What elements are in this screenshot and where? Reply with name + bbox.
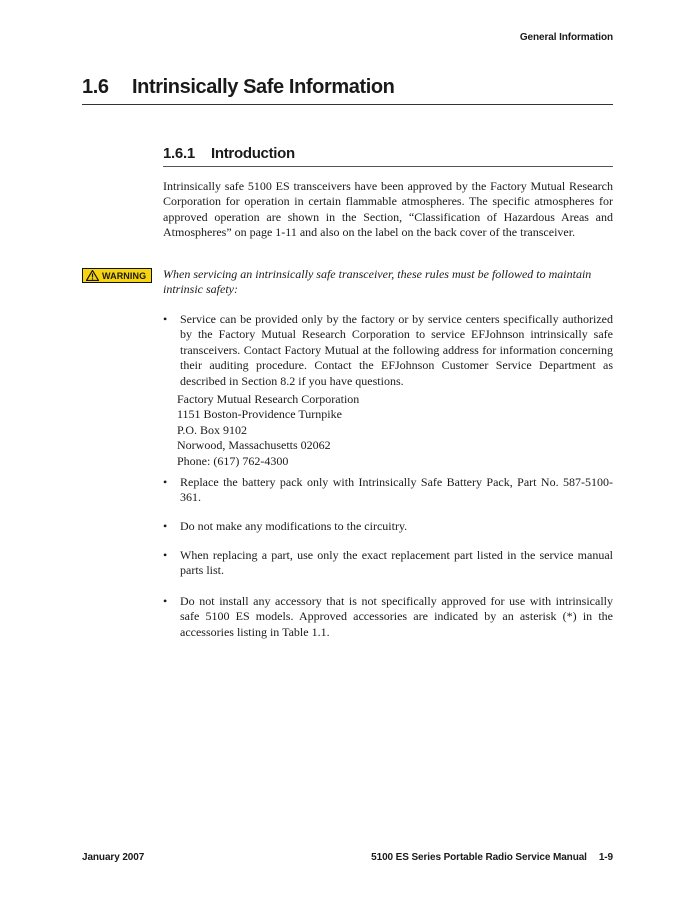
section-heading xyxy=(82,76,613,105)
address-line: Factory Mutual Research Corporation xyxy=(177,392,360,406)
running-header: General Information xyxy=(519,32,613,43)
subsection-title: Introduction xyxy=(211,145,295,162)
list-item xyxy=(163,548,613,579)
page-number: 1-9 xyxy=(598,852,613,863)
list-item-text: Do not install any accessory that is not specifically approved for use with intrinsically safe 5100 ES models. Approved accessories are indicated by an asterisk (*) in the accessories listing in Table 1.1. xyxy=(180,594,613,639)
warning-triangle-icon xyxy=(86,270,99,281)
bullet-symbol: • xyxy=(163,312,168,326)
section-title: Intrinsically Safe Information xyxy=(132,76,395,98)
bullet-symbol: • xyxy=(163,594,168,608)
bullet-symbol: • xyxy=(163,475,168,489)
list-item xyxy=(163,312,613,389)
list-item xyxy=(163,519,613,534)
subsection-heading xyxy=(163,145,613,167)
section-number: 1.6 xyxy=(82,76,109,98)
address-line: Norwood, Massachusetts 02062 xyxy=(177,438,331,453)
bullet-symbol: • xyxy=(163,519,168,533)
warning-text: When servicing an intrinsically safe transceiver, these rules must be followed to maintain intrinsic safety: xyxy=(163,267,592,297)
list-item-text: Replace the battery pack only with Intrinsically Safe Battery Pack, Part No. 587-5100-361. xyxy=(180,475,613,505)
list-item-text: Service can be provided only by the factory or by service centers specifically authorized by the Factory Mutual Research Corporation to service EFJohnson intrinsically safe transceivers. Contact Factory Mutual at the following address for information concerning their auditing procedure. Contact the EFJohnson Customer Service Department as described in Section 8.2 if you have questions. xyxy=(180,312,613,388)
address-line: P.O. Box 9102 xyxy=(177,422,248,437)
footer-right xyxy=(371,852,613,863)
footer-date: January 2007 xyxy=(82,852,145,863)
list-item-text: Do not make any modifications to the circuitry. xyxy=(180,519,408,533)
list-item-text: When replacing a part, use only the exact replacement part listed in the service manual parts list. xyxy=(180,548,613,578)
list-item xyxy=(163,475,613,506)
warning-badge xyxy=(82,268,152,283)
intro-paragraph: Intrinsically safe 5100 ES transceivers have been approved by the Factory Mutual Research Corporation for operation in certain flammable atmospheres. The specific atmospheres for approved operation are shown in the Section, “Classification of Hazardous Areas and Atmospheres” on page 1-11 and also on the label on the back cover of the transceiver. xyxy=(163,179,613,240)
address-block xyxy=(177,392,477,469)
list-item xyxy=(163,594,613,640)
phone-line: Phone: (617) 762-4300 xyxy=(177,453,289,468)
subsection-number: 1.6.1 xyxy=(163,145,195,162)
address-line: 1151 Boston-Providence Turnpike xyxy=(177,407,342,422)
bullet-symbol: • xyxy=(163,548,168,562)
footer-manual-title: 5100 ES Series Portable Radio Service Manual xyxy=(371,852,587,863)
warning-badge-label: WARNING xyxy=(102,270,147,281)
